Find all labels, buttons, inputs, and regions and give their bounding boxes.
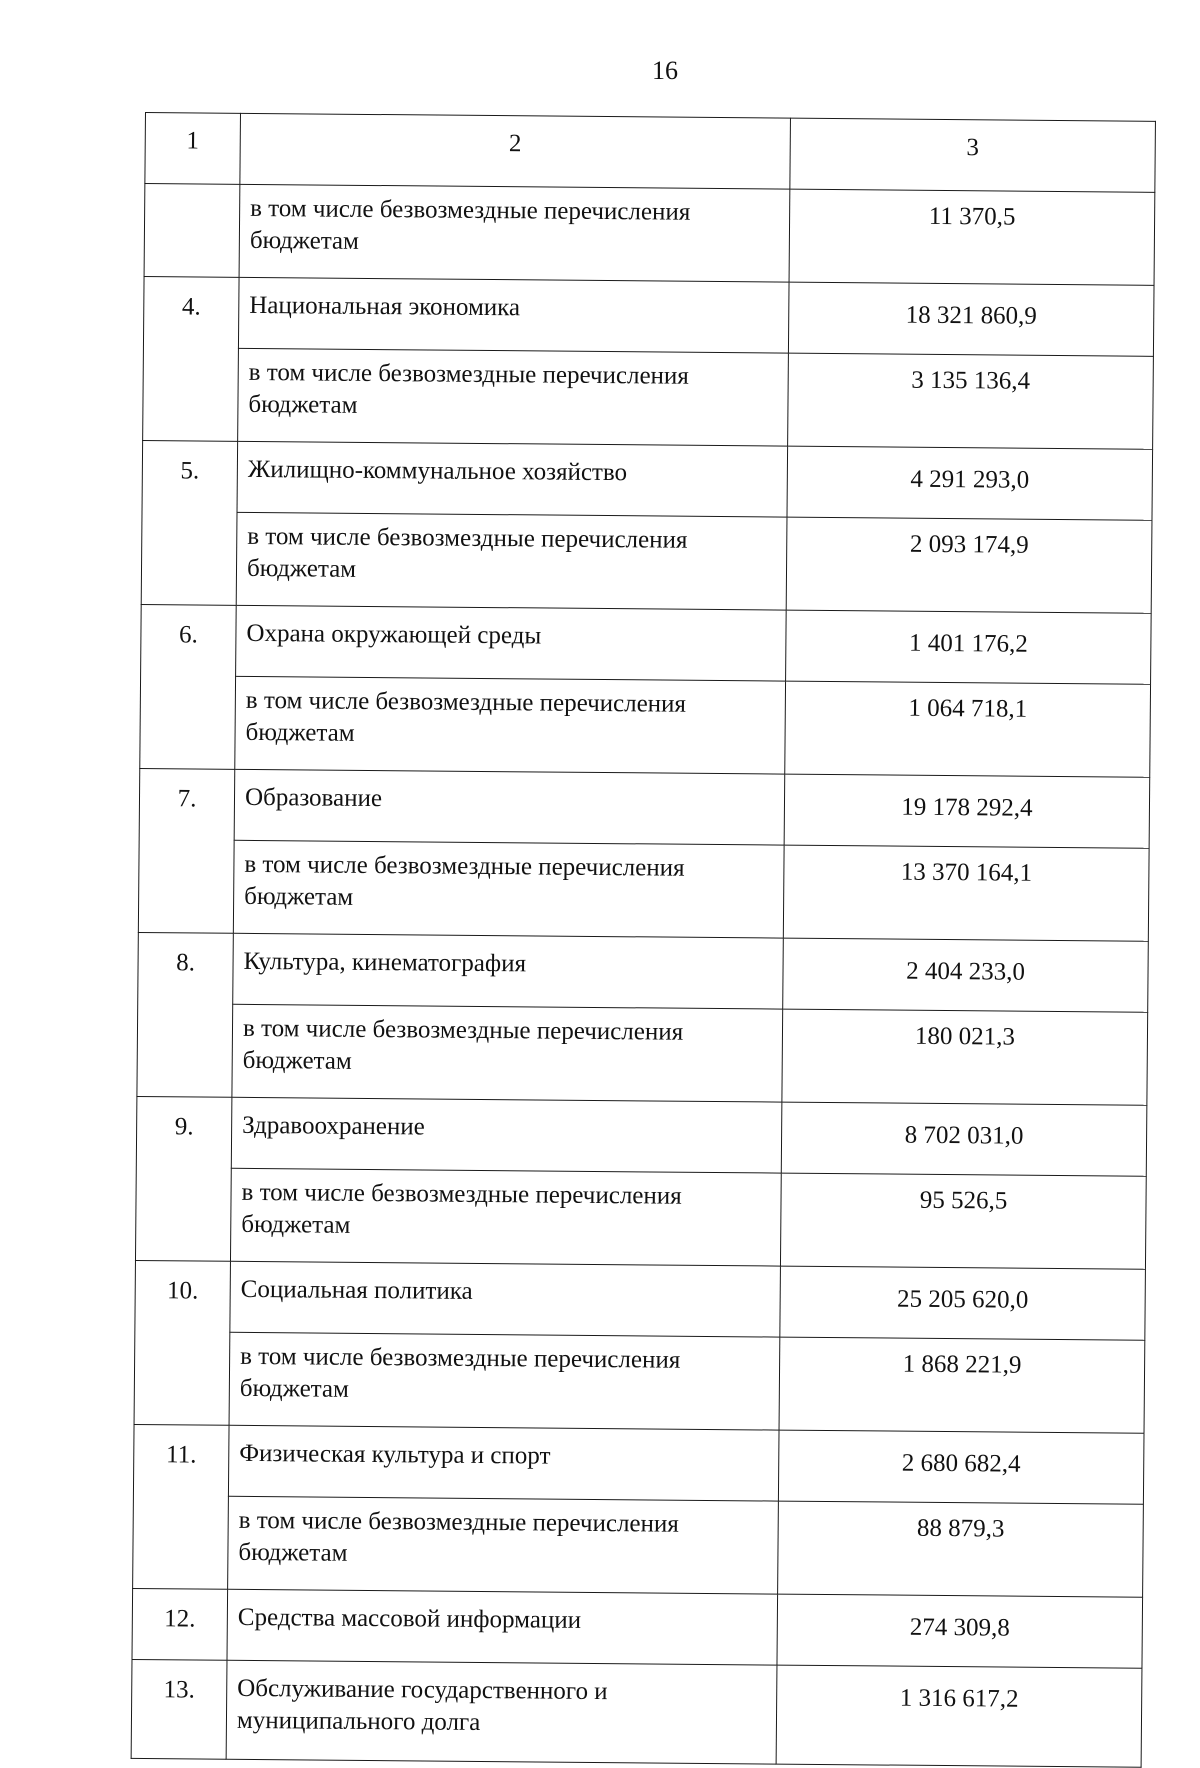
row-name: Образование xyxy=(234,769,785,845)
subrow-value: 13 370 164,1 xyxy=(783,845,1149,941)
table-row xyxy=(135,1260,1146,1340)
table-row xyxy=(131,1659,1142,1767)
row-number: 9. xyxy=(135,1096,231,1261)
table-row xyxy=(138,932,1149,1012)
row-value: 2 680 682,4 xyxy=(778,1430,1144,1504)
table-row xyxy=(132,1588,1143,1668)
row-number: 5. xyxy=(141,440,237,605)
row-number: 12. xyxy=(132,1588,228,1660)
row-name: Национальная экономика xyxy=(238,277,789,353)
table-subrow xyxy=(138,839,1149,941)
row-number: 11. xyxy=(133,1424,229,1589)
row-value: 274 309,8 xyxy=(777,1594,1143,1668)
subrow-name: в том числе безвозмездные перечисления бюджетам xyxy=(228,1496,779,1594)
row-name: Физическая культура и спорт xyxy=(228,1425,779,1501)
row-value: 19 178 292,4 xyxy=(784,774,1150,848)
row-number: 13. xyxy=(131,1659,227,1759)
subrow-name: в том числе безвозмездные перечисления бюджетам xyxy=(232,1004,783,1102)
subrow-name: в том числе безвозмездные перечисления бюджетам xyxy=(235,676,786,774)
row-name: Жилищно-коммунальное хозяйство xyxy=(237,441,788,517)
subrow-value: 1 868 221,9 xyxy=(779,1337,1145,1433)
row-name: Охрана окружающей среды xyxy=(236,605,787,681)
row-name: Социальная политика xyxy=(230,1261,781,1337)
table-subrow xyxy=(135,1167,1146,1269)
table-subrow xyxy=(137,1003,1148,1105)
row-name: Средства массовой информации xyxy=(227,1589,778,1665)
budget-table xyxy=(131,112,1156,1768)
table-row xyxy=(144,184,1155,286)
subrow-value: 88 879,3 xyxy=(778,1501,1144,1597)
page-number: 16 xyxy=(652,56,678,85)
header-row xyxy=(145,113,1156,193)
row-value: 8 702 031,0 xyxy=(781,1102,1147,1176)
row-name: Культура, кинематография xyxy=(233,933,784,1009)
table-subrow xyxy=(143,347,1154,449)
row-value: 1 401 176,2 xyxy=(786,610,1152,684)
table-row xyxy=(139,768,1150,848)
row-number: 10. xyxy=(134,1260,230,1425)
row-value: 18 321 860,9 xyxy=(788,282,1154,356)
table-subrow xyxy=(133,1495,1144,1597)
subrow-value: 1 064 718,1 xyxy=(785,681,1151,777)
column-header-2: 2 xyxy=(240,113,791,189)
table-subrow xyxy=(140,675,1151,777)
row-name: в том числе безвозмездные перечисления бюджетам xyxy=(239,184,790,282)
table-row xyxy=(143,276,1154,356)
row-value: 2 404 233,0 xyxy=(783,938,1149,1012)
row-number xyxy=(144,184,240,278)
row-number: 8. xyxy=(137,932,233,1097)
subrow-name: в том числе безвозмездные перечисления бюджетам xyxy=(233,840,784,938)
row-name: Обслуживание государственного и муниципального долга xyxy=(226,1660,777,1764)
subrow-name: в том числе безвозмездные перечисления бюджетам xyxy=(229,1332,780,1430)
table-subrow xyxy=(141,511,1152,613)
row-value: 4 291 293,0 xyxy=(787,446,1153,520)
table-row xyxy=(142,440,1153,520)
row-number: 4. xyxy=(143,276,239,441)
subrow-value: 2 093 174,9 xyxy=(786,517,1152,613)
column-header-1: 1 xyxy=(145,113,241,185)
subrow-name: в том числе безвозмездные перечисления бюджетам xyxy=(230,1168,781,1266)
table-subrow xyxy=(134,1331,1145,1433)
table-row xyxy=(133,1424,1144,1504)
subrow-value: 3 135 136,4 xyxy=(788,353,1154,449)
subrow-name: в том числе безвозмездные перечисления бюджетам xyxy=(238,348,789,446)
subrow-value: 180 021,3 xyxy=(782,1009,1148,1105)
row-number: 7. xyxy=(138,768,234,933)
table-row xyxy=(141,604,1152,684)
row-value: 11 370,5 xyxy=(789,189,1155,285)
subrow-name: в том числе безвозмездные перечисления бюджетам xyxy=(236,512,787,610)
row-name: Здравоохранение xyxy=(231,1097,782,1173)
row-number: 6. xyxy=(140,604,236,769)
row-value: 25 205 620,0 xyxy=(780,1266,1146,1340)
row-value: 1 316 617,2 xyxy=(776,1665,1142,1767)
table-row xyxy=(136,1096,1147,1176)
column-header-3: 3 xyxy=(790,118,1156,192)
subrow-value: 95 526,5 xyxy=(780,1173,1146,1269)
